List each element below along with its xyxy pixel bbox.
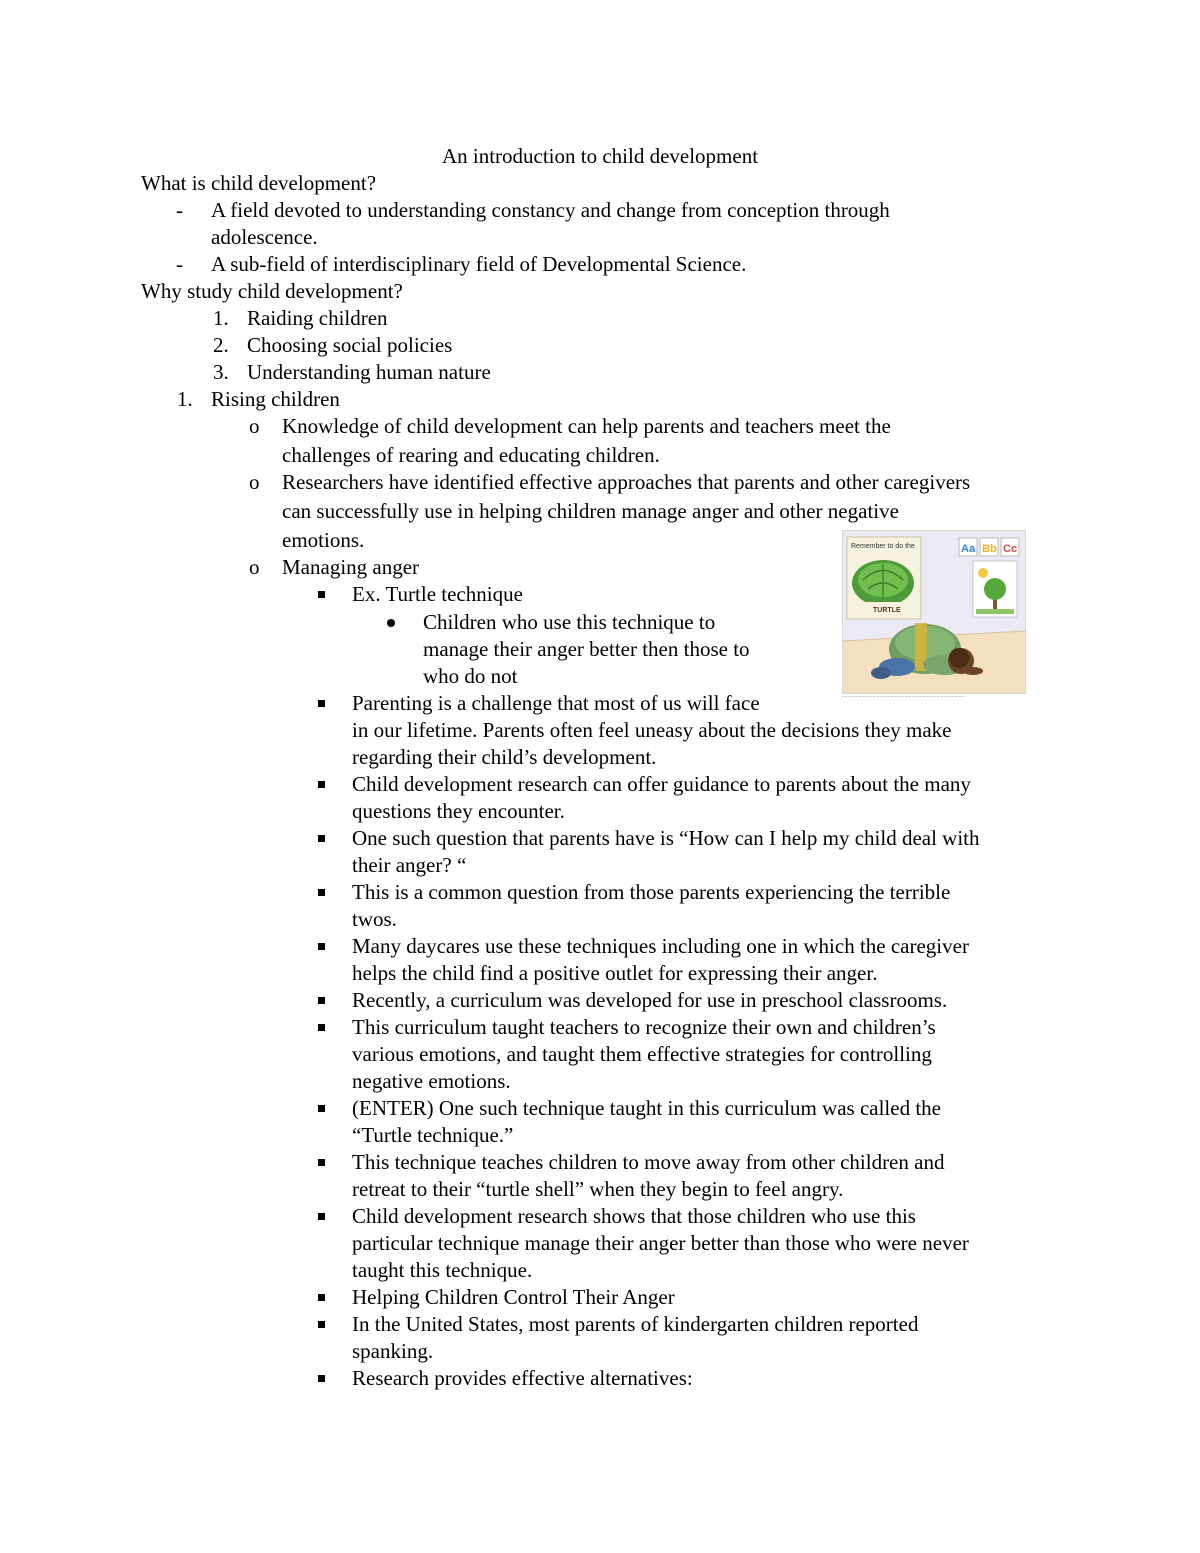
alphabet-card-aa: Aa — [961, 543, 976, 555]
bullet-line: twos. — [352, 907, 397, 931]
square-bullet-icon — [318, 1105, 325, 1112]
square-bullet-icon — [318, 1159, 325, 1166]
bullet-line: In the United States, most parents of kindergarten children reported — [352, 1312, 919, 1336]
reason-item: Understanding human nature — [247, 360, 491, 384]
point-line: Managing anger — [282, 555, 420, 579]
bullet-line: regarding their child’s development. — [352, 745, 657, 769]
circle-marker: o — [249, 470, 260, 494]
square-bullet-icon — [318, 1294, 325, 1301]
bullet-line: negative emotions. — [352, 1069, 511, 1093]
bullet-line: (ENTER) One such technique taught in this curriculum was called the — [352, 1096, 941, 1120]
bullet-line: This technique teaches children to move away from other children and — [352, 1150, 945, 1174]
number-marker: 3. — [213, 360, 229, 384]
square-bullet-icon — [318, 1213, 325, 1220]
bullet-line: their anger? “ — [352, 853, 467, 877]
bullet-line: various emotions, and taught them effective strategies for controlling — [352, 1042, 932, 1066]
dash-marker: - — [176, 198, 183, 222]
number-marker: 1. — [213, 306, 229, 330]
turtle-label: TURTLE — [873, 607, 901, 614]
square-bullet-icon — [318, 700, 325, 707]
page-title: An introduction to child development — [441, 144, 759, 168]
point-line: emotions. — [282, 528, 365, 552]
list-item-line: adolescence. — [211, 225, 318, 249]
bullet-line: retreat to their “turtle shell” when they begin to feel angry. — [352, 1177, 844, 1201]
square-bullet-icon — [318, 1375, 325, 1382]
bullet-line: particular technique manage their anger better than those who were never — [352, 1231, 969, 1255]
point-line: Knowledge of child development can help parents and teachers meet the — [282, 414, 891, 438]
turtle-detail-line: who do not — [423, 664, 518, 688]
bullet-line: in our lifetime. Parents often feel uneasy about the decisions they make — [352, 718, 952, 742]
bullet-line: Child development research can offer guidance to parents about the many — [352, 772, 971, 796]
list-item-line: A sub-field of interdisciplinary field of Developmental Science. — [211, 252, 747, 276]
turtle-detail-line: Children who use this technique to — [423, 610, 716, 634]
poster-text: Remember to do the — [851, 543, 915, 550]
reason-item: Raiding children — [247, 306, 388, 330]
square-bullet-icon — [318, 591, 325, 598]
bullet-line: “Turtle technique.” — [352, 1123, 514, 1147]
square-bullet-icon — [318, 1321, 325, 1328]
point-line: can successfully use in helping children manage anger and other negative — [282, 499, 899, 523]
section-heading-what: What is child development? — [141, 171, 377, 195]
section-heading-why: Why study child development? — [141, 279, 403, 303]
bullet-line: spanking. — [352, 1339, 434, 1363]
list-item-line: A field devoted to understanding constancy and change from conception through — [211, 198, 890, 222]
square-bullet-icon — [318, 943, 325, 950]
bullet-line: taught this technique. — [352, 1258, 533, 1282]
square-bullet-icon — [318, 781, 325, 788]
square-bullet-icon — [318, 1024, 325, 1031]
bullet-line: helps the child find a positive outlet for expressing their anger. — [352, 961, 878, 985]
bullet-line: This is a common question from those parents experiencing the terrible — [352, 880, 951, 904]
point-line: challenges of rearing and educating children. — [282, 443, 660, 467]
bullet-line: Helping Children Control Their Anger — [352, 1285, 675, 1309]
number-marker: 2. — [213, 333, 229, 357]
subsection-heading-rising: Rising children — [211, 387, 340, 411]
circle-marker: o — [249, 555, 260, 579]
bullet-line: Research provides effective alternatives: — [352, 1366, 693, 1390]
point-line: Researchers have identified effective approaches that parents and other caregivers — [282, 470, 971, 494]
round-bullet-icon — [387, 619, 395, 627]
figure-caption: ........................................................................................ — [842, 693, 965, 699]
turtle-example: Ex. Turtle technique — [352, 582, 523, 606]
circle-marker: o — [249, 414, 260, 438]
turtle-technique-illustration — [842, 530, 1026, 694]
bullet-line: Parenting is a challenge that most of us will face — [352, 691, 760, 715]
number-marker: 1. — [177, 387, 193, 411]
bullet-line: One such question that parents have is “How can I help my child deal with — [352, 826, 980, 850]
dash-marker: - — [176, 252, 183, 276]
turtle-detail-line: manage their anger better then those to — [423, 637, 750, 661]
square-bullet-icon — [318, 997, 325, 1004]
bullet-line: Many daycares use these techniques including one in which the caregiver — [352, 934, 969, 958]
bullet-line: Child development research shows that those children who use this — [352, 1204, 916, 1228]
bullet-line: Recently, a curriculum was developed for use in preschool classrooms. — [352, 988, 948, 1012]
square-bullet-icon — [318, 889, 325, 896]
alphabet-card-bb: Bb — [982, 543, 997, 555]
reason-item: Choosing social policies — [247, 333, 453, 357]
bullet-line: questions they encounter. — [352, 799, 565, 823]
bullet-line: This curriculum taught teachers to recognize their own and children’s — [352, 1015, 936, 1039]
square-bullet-icon — [318, 835, 325, 842]
alphabet-card-cc: Cc — [1003, 543, 1018, 555]
